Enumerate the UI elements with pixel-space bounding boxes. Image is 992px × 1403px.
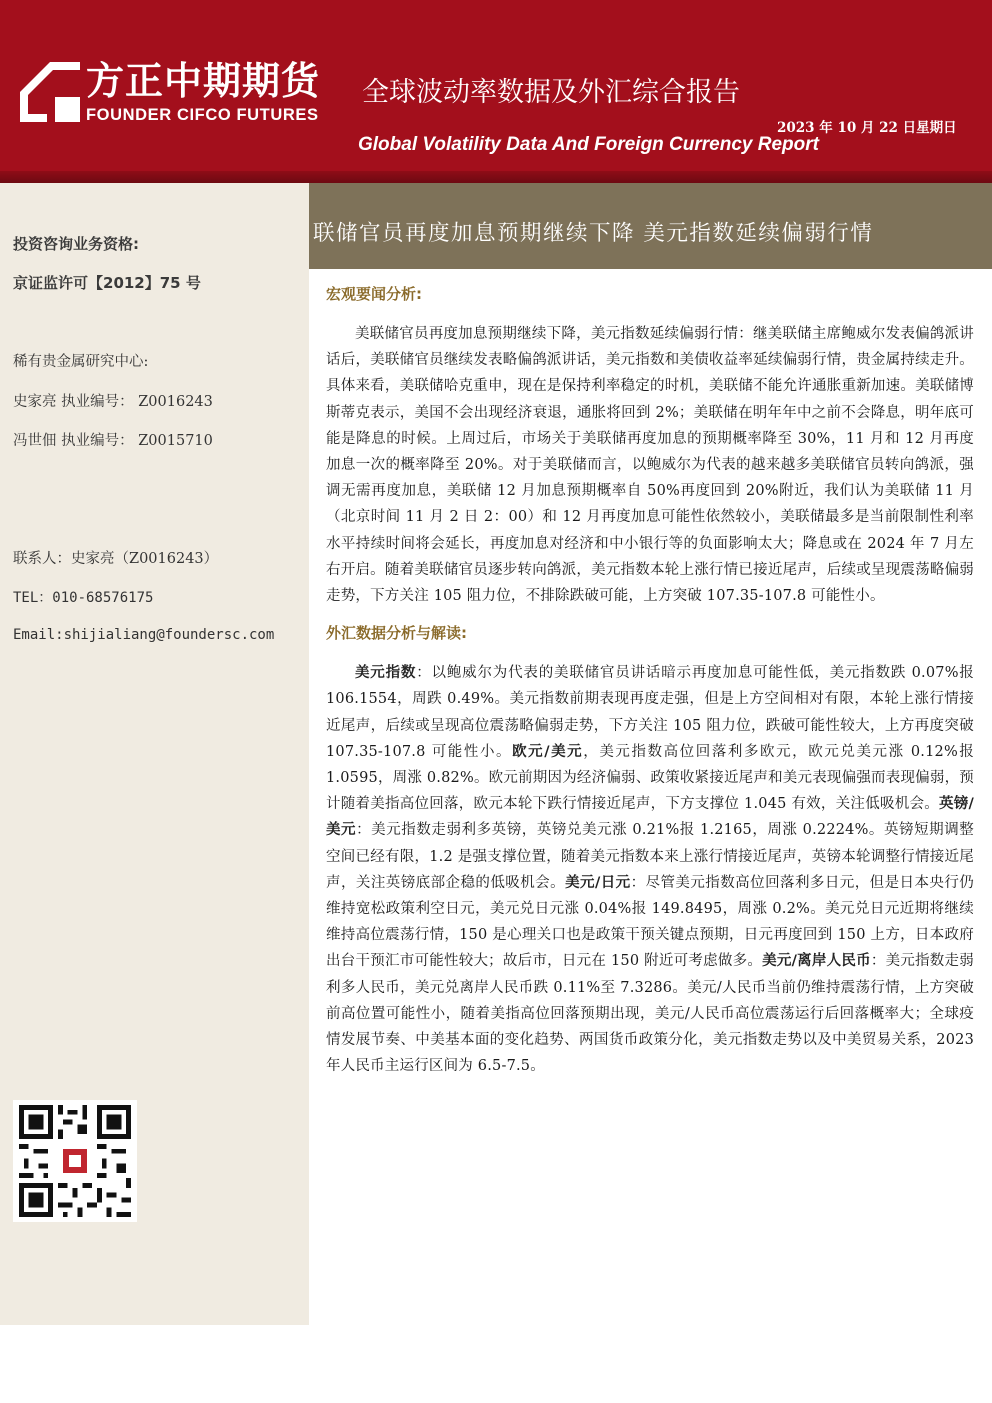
fx-section-title: 外汇数据分析与解读: <box>326 624 467 643</box>
founder-logo-icon <box>20 62 80 122</box>
license-number: 京证监许可【2012】75 号 <box>13 274 201 292</box>
analyst-2: 冯世佃 执业编号： Z0015710 <box>13 433 213 449</box>
report-header <box>0 0 992 183</box>
macro-paragraph: 美联储官员再度加息预期继续下降，美元指数延续偏弱行情：继美联储主席鲍威尔发表偏鸽派讲话后，美联储官员继续发表略偏鸽派讲话，美元指数和美债收益率延续偏弱行情，贵金属持续走升。具体来看，美联储哈克重申，现在是保持利率稳定的时机，美联储不能允许通胀重新加速。美联储博斯蒂克表示，美国不会出现经济衰退，通胀将回到 2%；美联储在明年年中之前不会降息，明年底可能是降息的时候。上周过后，市场关于美联储再度加息的预期概率降至 30%，11 月和 12 月再度加息一次的概率降至 20%。对于美联储而言，以鲍威尔为代表的越来越多美联储官员转向鸽派，强调无需再度加息，美联储 12 月加息预期概率自 50%再度回到 20%附近，我们认为美联储 11 月（北京时间 11 月 2 日 2：00）和 12 月再度加息可能性依然较小，美联储最多是当前限制性利率水平持续时间将会延长，再度加息对经济和中小银行等的负面影响太大；降息或在 2024 年 7 月左右开启。随着美联储官员逐步转向鸽派，美元指数本轮上涨行情已接近尾声，后续或呈现震荡略偏弱走势，下方关注 105 阻力位，不排除跌破可能，上方突破 107.35-107.8 可能性小。 <box>326 326 974 605</box>
eur-usd-text: ，美元指数高位回落利多欧元，欧元兑美元涨 0.12%报 1.0595，周涨 0.82%。欧元前期因为经济偏弱、政策收紧接近尾声和美元表现偏强而表现偏弱，预计随着美指高位回落，欧元本轮下跌行情接近尾声，下方支撑位 1.045 有效，关注低吸机会。 <box>326 743 974 813</box>
usd-cnh-text: ：美元指数走弱利多人民币，美元兑离岸人民币跌 0.11%至 7.3286。美元/人民币当前仍维持震荡行情，上方突破前高位置可能性小，随着美指高位回落预期出现，美元/人民币高位震荡运行后回落概率大；全球疫情发展节奏、中美基本面的变化趋势、两国货币政策分化，美元指数走势以及中美贸易关系，2023 年人民币主运行区间为 6.5-7.5。 <box>326 953 974 1075</box>
contact-person: 联系人：史家亮（Z0016243） <box>13 551 219 567</box>
report-title-en: Global Volatility Data And Foreign Currency Report <box>358 134 819 155</box>
company-name-en: FOUNDER CIFCO FUTURES <box>86 106 319 124</box>
analyst-1: 史家亮 执业编号： Z0016243 <box>13 394 213 410</box>
report-title-cn: 全球波动率数据及外汇综合报告 <box>362 77 740 108</box>
gbp-usd-label: 英镑/美元 <box>326 796 974 839</box>
contact-email[interactable]: Email:shijialiang@foundersc.com <box>13 627 275 643</box>
usd-index-text: ：以鲍威尔为代表的美联储官员讲话暗示再度加息可能性低，美元指数跌 0.07%报 106.1554，周跌 0.49%。美元指数前期表现再度走强，但是上方空间相对有限，本轮上涨行情接近尾声，后续或呈现高位震荡略偏弱走势，下方关注 105 阻力位，跌破可能性较大，上方再度突破 107.35-107.8 可能性小。 <box>326 665 974 760</box>
gbp-usd-text: ：美元指数走弱利多英镑，英镑兑美元涨 0.21%报 1.2165，周涨 0.2224%。英镑短期调整空间已经有限，1.2 是强支撑位置，随着美元指数本来上涨行情接近尾声，英镑本轮调整行情接近尾声，关注英镑底部企稳的低吸机会。 <box>326 822 974 891</box>
main-content <box>326 282 974 1079</box>
page-headline: 联储官员再度加息预期继续下降 美元指数延续偏弱行情 <box>313 221 874 246</box>
eur-usd-label: 欧元/美元 <box>512 743 584 760</box>
research-center: 稀有贵金属研究中心: <box>13 354 149 370</box>
report-date: 2023 年 10 月 22 日星期日 <box>777 120 957 136</box>
header-divider <box>0 171 992 183</box>
contact-tel: TEL：010-68576175 <box>13 590 154 606</box>
usd-jpy-label: 美元/日元 <box>565 874 631 891</box>
usd-cnh-label: 美元/离岸人民币 <box>762 953 871 970</box>
qr-code-icon <box>13 1100 137 1222</box>
company-name-cn: 方正中期期货 <box>86 59 321 103</box>
fx-paragraph <box>326 660 974 1079</box>
qualification-label: 投资咨询业务资格: <box>13 235 139 253</box>
usd-jpy-text: ：尽管美元指数高位回落利多日元，但是日本央行仍维持宽松政策利空日元，美元兑日元涨 0.04%报 149.8495，周涨 0.2%。美元兑日元近期将继续维持高位震荡行情，150 是心理关口也是政策干预关键点预期，日元再度回到 150 上方，日本政府出台干预汇市可能性较大；故后市，日元在 150 附近可考虑做多。 <box>326 874 975 970</box>
usd-index-label: 美元指数 <box>355 665 417 682</box>
macro-section-title: 宏观要闻分析: <box>326 285 422 303</box>
